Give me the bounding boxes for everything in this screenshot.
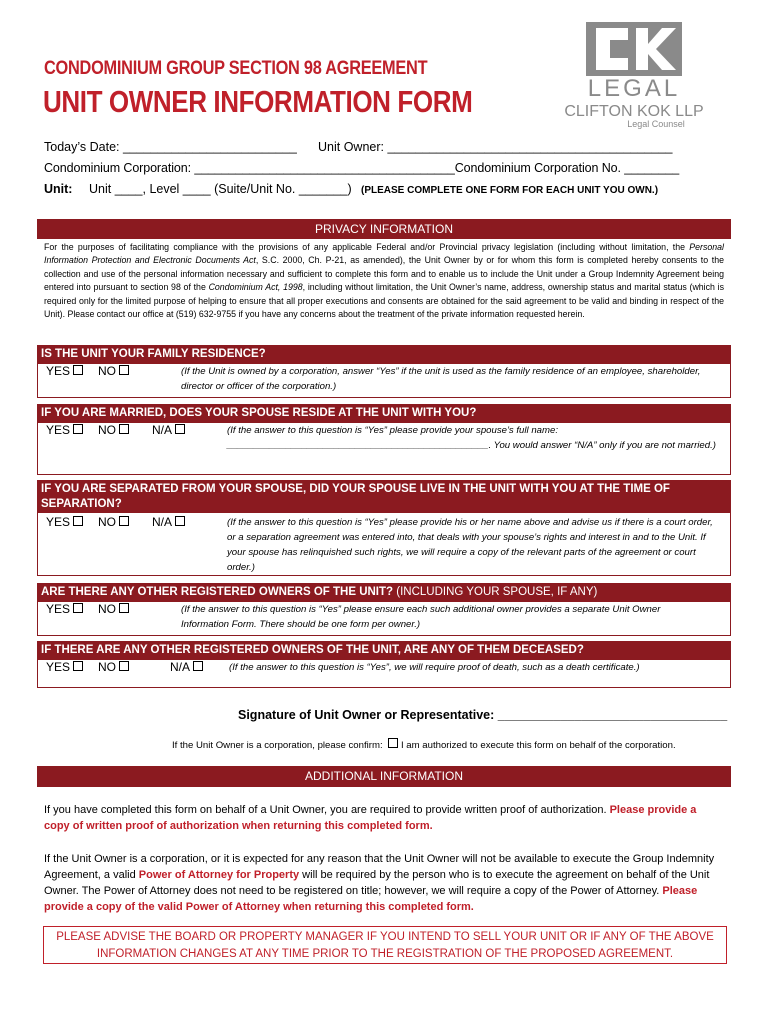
signature-line[interactable]: Signature of Unit Owner or Representative: _________________________________: [238, 708, 728, 722]
question-family-residence: [37, 345, 731, 398]
unit-owner-field[interactable]: Unit Owner: _________________________________________: [318, 140, 673, 154]
question-note: (If the answer to this question is “Yes” please provide your spouse’s full name: _________________________________________________. You would answer “N/A” only if you are not married.): [227, 425, 716, 451]
question-separated-spouse: [37, 480, 731, 576]
todays-date-field[interactable]: Today’s Date: _________________________: [44, 140, 297, 154]
checkbox-icon[interactable]: [175, 516, 185, 526]
yes-option[interactable]: YES: [46, 515, 83, 529]
na-option[interactable]: N/A: [152, 515, 185, 529]
checkbox-icon[interactable]: [73, 365, 83, 375]
question-heading: IS THE UNIT YOUR FAMILY RESIDENCE?: [37, 345, 731, 364]
condo-corp-field[interactable]: Condominium Corporation: ______________________________________Condominium Corporation No. ________: [44, 161, 680, 175]
checkbox-icon[interactable]: [73, 424, 83, 434]
no-option[interactable]: NO: [98, 660, 129, 674]
logo-legal-text: LEGAL: [587, 75, 681, 102]
checkbox-icon[interactable]: [193, 661, 203, 671]
question-spouse-resides: [37, 404, 731, 475]
checkbox-icon[interactable]: [119, 516, 129, 526]
question-heading: IF YOU ARE SEPARATED FROM YOUR SPOUSE, DID YOUR SPOUSE LIVE IN THE UNIT WITH YOU AT THE TIME OF SEPARATION?: [37, 480, 731, 513]
checkbox-icon[interactable]: [119, 603, 129, 613]
privacy-heading: PRIVACY INFORMATION: [37, 219, 731, 239]
checkbox-icon[interactable]: [73, 661, 83, 671]
unit-form-note: (PLEASE COMPLETE ONE FORM FOR EACH UNIT YOU OWN.): [361, 185, 659, 196]
unit-label: Unit:: [44, 182, 73, 196]
form-title: UNIT OWNER INFORMATION FORM: [43, 84, 473, 119]
question-note: (If the answer to this question is “Yes”, we will require proof of death, such as a death certificate.): [229, 662, 640, 673]
question-other-owners: [37, 583, 731, 636]
logo-tagline-text: Legal Counsel: [627, 119, 685, 129]
no-option[interactable]: NO: [98, 515, 129, 529]
additional-info-p1: If you have completed this form on behalf of a Unit Owner, you are required to provide written proof of authorization. Please provide a copy of written proof of authorization when returning this completed form.: [44, 804, 697, 832]
yes-option[interactable]: YES: [46, 423, 83, 437]
unit-field[interactable]: Unit ____, Level ____ (Suite/Unit No. _______): [89, 182, 352, 196]
no-option[interactable]: NO: [98, 602, 129, 616]
no-option[interactable]: NO: [98, 423, 129, 437]
authorized-checkbox[interactable]: [388, 738, 398, 748]
checkbox-icon[interactable]: [119, 661, 129, 671]
question-heading: ARE THERE ANY OTHER REGISTERED OWNERS OF THE UNIT? (INCLUDING YOUR SPOUSE, IF ANY): [37, 583, 731, 602]
question-heading: IF THERE ARE ANY OTHER REGISTERED OWNERS OF THE UNIT, ARE ANY OF THEM DECEASED?: [37, 641, 731, 660]
checkbox-icon[interactable]: [119, 365, 129, 375]
checkbox-icon[interactable]: [73, 516, 83, 526]
question-heading: IF YOU ARE MARRIED, DOES YOUR SPOUSE RESIDE AT THE UNIT WITH YOU?: [37, 404, 731, 423]
question-owners-deceased: [37, 641, 731, 688]
yes-option[interactable]: YES: [46, 364, 83, 378]
privacy-text: For the purposes of facilitating compliance with the provisions of any applicable Federal and/or Provincial privacy legislation (including without limitation, the Personal Information Protection and Electronic Documents Act, S.C. 2000, Ch. P-21, as amended), the Unit Owner by or for whom this form is completed hereby consents to the collection and use of the personal information necessary and sufficient to complete this form and to enable us to include the Unit under a Group Indemnity Agreement being entered into pursuant to section 98 of the Condominium Act, 1998, including without limitation, the Unit Owner’s name, address, ownership status and marital status (which is required only for the limited purpose of helping to ensure that all proper executions and consents are obtained for the said agreement to be valid and binding in respect of the Unit). Please contact our office at (519) 632-9755 if you have any concerns about the treatment of the private information requested herein.: [44, 242, 724, 320]
checkbox-icon[interactable]: [175, 424, 185, 434]
logo-firm-text: CLIFTON KOK LLP: [564, 103, 704, 120]
yes-option[interactable]: YES: [46, 602, 83, 616]
yes-option[interactable]: YES: [46, 660, 83, 674]
sale-notice-box: PLEASE ADVISE THE BOARD OR PROPERTY MANAGER IF YOU INTEND TO SELL YOUR UNIT OR IF ANY OF THE ABOVE INFORMATION CHANGES AT ANY TIME PRIOR TO THE REGISTRATION OF THE PROPOSED AGREEMENT.: [43, 926, 727, 964]
na-option[interactable]: N/A: [170, 660, 203, 674]
form-supertitle: CONDOMINIUM GROUP SECTION 98 AGREEMENT: [44, 58, 428, 79]
checkbox-icon[interactable]: [73, 603, 83, 613]
question-note: (If the Unit is owned by a corporation, answer “Yes” if the unit is used as the family residence of an employee, shareholder, director or officer of the corporation.): [181, 366, 701, 392]
additional-info-p2: If the Unit Owner is a corporation, or it is expected for any reason that the Unit Owner will not be available to execute the Group Indemnity Agreement, a valid Power of Attorney for Property will be required by the person who is to execute the agreement on behalf of the Unit Owner. The Power of Attorney does not need to be registered on title; however, we will require a copy of the Power of Attorney. Please provide a copy of the valid Power of Attorney when returning this completed form.: [44, 853, 715, 913]
checkbox-icon[interactable]: [119, 424, 129, 434]
question-note: (If the answer to this question is “Yes” please provide his or her name above and advise us if there is a court order, or a separation agreement was entered into, that deals with your spouse’s rights and interest in and to the Unit. If your spouse has relinquished such rights, we will require a copy of the relevant parts of the agreement or court order.): [227, 517, 713, 573]
no-option[interactable]: NO: [98, 364, 129, 378]
clifton-kok-logo: [556, 20, 716, 132]
corporation-confirm: If the Unit Owner is a corporation, please confirm: I am authorized to execute this form on behalf of the corporation.: [172, 740, 676, 751]
question-note: (If the answer to this question is “Yes” please ensure each such additional owner provides a separate Unit Owner Information Form. There should be one form per owner.): [181, 604, 661, 630]
additional-info-heading: ADDITIONAL INFORMATION: [37, 766, 731, 787]
na-option[interactable]: N/A: [152, 423, 185, 437]
